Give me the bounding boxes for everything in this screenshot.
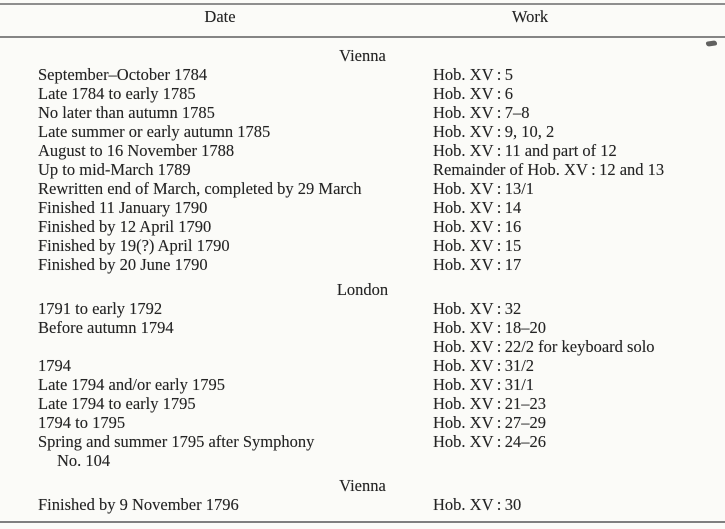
table-row	[0, 236, 725, 255]
table-row	[0, 432, 725, 470]
table-row	[0, 198, 725, 217]
column-header-work: Work	[511, 7, 549, 26]
work-cell: Hob. XV : 11 and part of 12	[433, 141, 617, 160]
date-line-1: Spring and summer 1795 after Symphony	[38, 432, 315, 451]
work-cell: Hob. XV : 6	[433, 84, 513, 103]
table-row	[0, 394, 725, 413]
date-cell: September–October 1784	[38, 65, 208, 84]
table-body	[0, 37, 725, 514]
work-cell: Hob. XV : 31/1	[433, 375, 535, 394]
date-cell: Late 1794 to early 1795	[38, 394, 196, 413]
date-cell	[38, 432, 433, 470]
section-title-london: London	[336, 280, 389, 299]
date-cell: 1794	[38, 356, 71, 375]
table-row	[0, 299, 725, 318]
table-row	[0, 318, 725, 337]
date-cell: Finished by 20 June 1790	[38, 255, 208, 274]
date-cell: Finished 11 January 1790	[38, 198, 208, 217]
work-cell: Hob. XV : 32	[433, 299, 522, 318]
table-row	[0, 255, 725, 274]
table-row	[0, 65, 725, 84]
work-cell: Hob. XV : 15	[433, 236, 522, 255]
date-cell: Late 1794 and/or early 1795	[38, 375, 225, 394]
table-row	[0, 103, 725, 122]
column-header-date: Date	[204, 7, 236, 26]
work-cell: Hob. XV : 18–20	[433, 318, 546, 337]
date-cell: Late summer or early autumn 1785	[38, 122, 271, 141]
table-row	[0, 160, 725, 179]
work-cell: Hob. XV : 24–26	[433, 432, 546, 451]
work-cell: Remainder of Hob. XV : 12 and 13	[433, 160, 665, 179]
date-cell: Up to mid-March 1789	[38, 160, 191, 179]
date-cell-empty	[38, 337, 433, 356]
section-title-vienna-2: Vienna	[339, 476, 386, 495]
table-row	[0, 122, 725, 141]
work-cell: Hob. XV : 17	[433, 255, 522, 274]
table-row	[0, 84, 725, 103]
top-rule	[0, 3, 725, 5]
work-cell: Hob. XV : 30	[433, 495, 522, 514]
date-cell: 1794 to 1795	[38, 413, 126, 432]
work-cell: Hob. XV : 13/1	[433, 179, 535, 198]
table-row	[0, 217, 725, 236]
date-cell: No later than autumn 1785	[38, 103, 215, 122]
work-cell: Hob. XV : 31/2	[433, 356, 535, 375]
table-row	[0, 179, 725, 198]
date-cell: Finished by 9 November 1796	[38, 495, 239, 514]
table-row	[0, 141, 725, 160]
work-cell: Hob. XV : 5	[433, 65, 513, 84]
table-row	[0, 356, 725, 375]
date-cell: Rewritten end of March, completed by 29 March	[38, 179, 362, 198]
table-row	[0, 375, 725, 394]
table-row	[0, 337, 725, 356]
date-line-2: No. 104	[57, 451, 111, 470]
section-title-vienna-1: Vienna	[339, 46, 386, 65]
bottom-rule	[0, 521, 725, 523]
table-header	[0, 7, 725, 31]
work-cell: Hob. XV : 16	[433, 217, 522, 236]
date-cell: 1791 to early 1792	[38, 299, 163, 318]
work-cell: Hob. XV : 21–23	[433, 394, 546, 413]
date-cell: Before autumn 1794	[38, 318, 174, 337]
table-row	[0, 413, 725, 432]
work-cell: Hob. XV : 14	[433, 198, 522, 217]
work-cell: Hob. XV : 27–29	[433, 413, 546, 432]
table-row	[0, 495, 725, 514]
work-cell: Hob. XV : 7–8	[433, 103, 530, 122]
date-cell: August to 16 November 1788	[38, 141, 235, 160]
work-cell: Hob. XV : 9, 10, 2	[433, 122, 555, 141]
date-cell: Finished by 12 April 1790	[38, 217, 212, 236]
work-cell: Hob. XV : 22/2 for keyboard solo	[433, 337, 655, 356]
date-cell: Finished by 19(?) April 1790	[38, 236, 230, 255]
date-cell: Late 1784 to early 1785	[38, 84, 196, 103]
